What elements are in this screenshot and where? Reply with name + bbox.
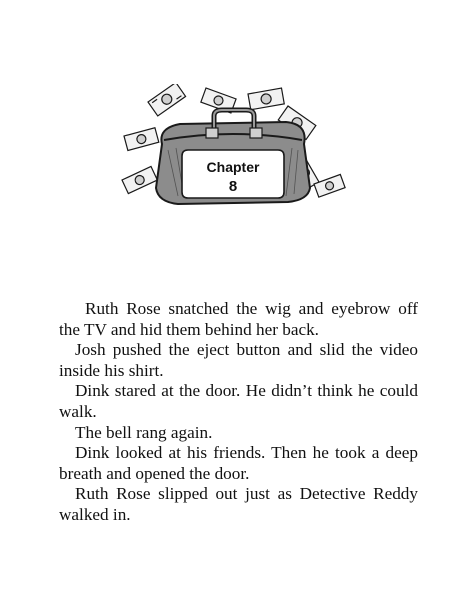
chapter-illustration — [118, 84, 348, 216]
paragraph-2: Josh pushed the eject button and slid the video inside his shirt. — [59, 340, 418, 380]
chapter-word: Chapter — [206, 159, 260, 175]
paragraph-4: The bell rang again. — [75, 422, 213, 442]
paragraph-5: Dink looked at his friends. Then he took a deep breath and opened the door. — [59, 443, 418, 483]
money-bag-icon — [118, 84, 348, 216]
paragraph-3: Dink stared at the door. He didn’t think he could walk. — [59, 381, 418, 421]
paragraph-1: Ruth Rose snatched the wig and eyebrow off the TV and hid them behind her back. — [59, 299, 418, 339]
chapter-body — [59, 299, 418, 526]
paragraph-6: Ruth Rose slipped out just as Detective Reddy walked in. — [59, 484, 418, 524]
chapter-number: 8 — [228, 178, 238, 195]
